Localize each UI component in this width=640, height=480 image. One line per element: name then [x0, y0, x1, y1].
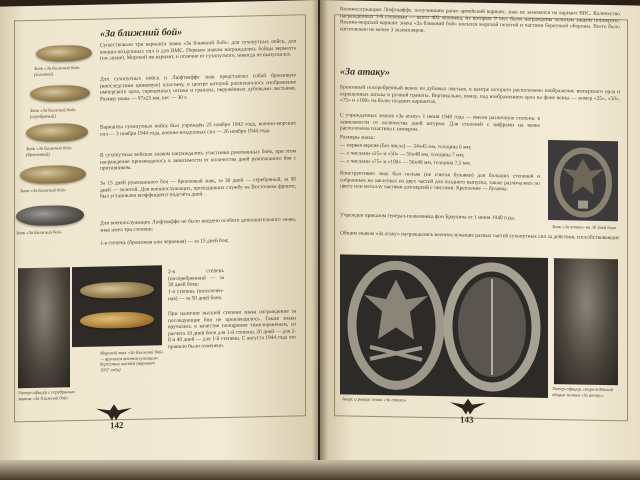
text-block-9: Общим знаком «За атаку» награждались военнослужащие разных частей сухопутных сил за действия, способствовавшие [340, 230, 620, 242]
page-number: 142 [110, 420, 124, 431]
badge-caption-1: Знак «За ближний бой» (золотой) [34, 64, 81, 77]
close-combat-badge-gold [80, 281, 154, 299]
left-page [0, 0, 318, 469]
obverse-caption: Аверс и реверс знака «За атаку». [342, 396, 408, 403]
badge-caption-3: Знак «За ближний бой» (бронзовый) [26, 145, 73, 157]
text-block-5: — с числами «25» и «50» — 56х48 мм, толщина 7 мм; [340, 150, 465, 159]
photo-caption: Унтер-офицер с серебряным знаком «За ближний бой» [18, 389, 75, 401]
degree-1-text: 1-я степень (позолоченная) — за 50 дней боев. [168, 287, 224, 302]
text-block-8: При наличии высшей степени знака награждение за последующие бои не производилось. Также знаки вручались в качестве поощрения тяжелораненым, из расчета 10 дней боев для 1-й степени, 20 дней — для 2-й и 40 дней — для 1-й степени. С августа 1944 года это правило было отменено. [168, 308, 296, 351]
officer-photo-caption: Унтер-офицер, награждённый общим знаком «За атаку». [552, 386, 613, 398]
eagle-emblem-icon [448, 394, 488, 417]
text-block-2: Для сухопутных войск и Люфтваффе знак представлял собой бронзовую (впоследствии цинковую) пластину, в центре которой располагалось изображение имперского орла, скрещенных штыка и гранаты, окружённых дубовыми листьями. Размер знака — 97х25 мм, вес — 30 г. [100, 72, 296, 103]
badge-caption: Знак «За атаку» на 3б дней боев [552, 224, 616, 231]
badge-photo-caption: Морской знак «За ближний бой» — вручался военнослужащим береговых частей (вариант 1957 года) [100, 349, 164, 373]
right-page [320, 0, 640, 468]
badge-caption-2: Знак «За ближний бой» (серебряный) [30, 107, 77, 119]
badge-photo-panel [72, 265, 162, 347]
text-block-6: Для военнослужащих Люфтваффе не было введено особого дополнительного знака, знак имел три степени: [100, 216, 296, 234]
text-block-1: Существовало три варианта знака «За ближний бой»: для сухопутных войск, для военно-воздушных сил и для ВМС. Первым знаком награждались бойцы вермахта (см. ниже). Морской же вариант, в отличие от сухопутного, никогда не выпускался. [100, 38, 296, 62]
assault-badge-obverse-reverse-icon [340, 254, 548, 398]
page-number: 143 [460, 414, 474, 425]
book-gutter [312, 0, 328, 462]
badge-caption-4: Знак «За ближний бой» [20, 187, 67, 194]
assault-badge-photo [548, 140, 618, 221]
text-block-7: Конструктивно знак был полым (не считая булавки) для больших степеней и собранным на заклепках из двух частей для позднего выпуска, также различались по цвету или металлу частями для версий с числами. Крепление — булавка. [340, 170, 540, 193]
book-page-edges [0, 460, 640, 480]
text-block-1: Бронзовый посеребрённый венок из дубовых листьев, в центре которого расположено изображение имперского орла и скрещенных штыка и ручной гранаты. Вертикально, внизу, под изображением орла на фоне венка — номер «25», «50», «75» и «100» на более поздних вариантах. [340, 84, 620, 106]
text-block-3: Размеры знака: [340, 134, 375, 141]
badge-caption-5: Знак «За ближний бой» [16, 229, 63, 236]
text-block-6: — с числами «75» и «100» — 56х49 мм, толщина 7,5 мм. [340, 158, 471, 167]
soldier-photo [18, 267, 70, 388]
assault-badge-icon [548, 140, 618, 221]
text-block-4: — первая версия (без числа) — 54х45 мм, толщина 6 мм; [340, 142, 472, 151]
obverse-reverse-photo [340, 254, 548, 398]
officer-photo [554, 258, 618, 385]
top-text-block: Военнослужащим Люфтваффе, получившим ранее армейский вариант, знак не заменялся на вариант ВВС. Количество награжденных 1-й степенью — всего 403 человека, из которых 9 чел. были награждены золотым знаком посмертно. Военно-морской вариант знака «За ближний бой» носился морской пехотой и частями береговой обороны. Всего было изготовлено не менее 3 экземпляров. [340, 6, 620, 34]
text-block-4: В сухопутных войсках знаком награждались участники рукопашных боёв, при этом награждение производилось в зависимости от количества дней рукопашного боя с противником. [100, 148, 296, 172]
text-block-8: Учрежден приказом генерал-полковника фон Браухича от 1 июня 1940 года. [340, 212, 516, 222]
section-heading: «За ближний бой» [100, 26, 183, 40]
text-block-7: 1-я степень (бронзовая или черненая) — за 15 дней боя; [100, 237, 229, 247]
text-block-5: За 15 дней рукопашного боя — бронзовый знак, за 30 дней — серебряный, за 50 дней — золотой. Для военнослужащих, проходивших службу на Восточном фронте, был установлен коэффициент подсчёта дней. [100, 176, 296, 200]
degree-2-text: 2-я степень (посеребренная) — за 30 дней боев; [168, 267, 224, 289]
section-heading: «За атаку» [340, 66, 390, 79]
text-block-3: Варианты сухопутных войск был учреждён 25 ноября 1942 года, военно-морских сил — 3 ноября 1944 года, военно-воздушных сил — 26 ноября 1944 года. [100, 120, 296, 138]
naval-close-combat-badge [80, 311, 154, 329]
text-block-2: С учрежденных знаков «За атаку» 1 июня 1940 года — имели различную степень: в зависимости от количества дней штурма. Для степеней с цифрами на венке расположена пластина с номером. [340, 112, 540, 133]
